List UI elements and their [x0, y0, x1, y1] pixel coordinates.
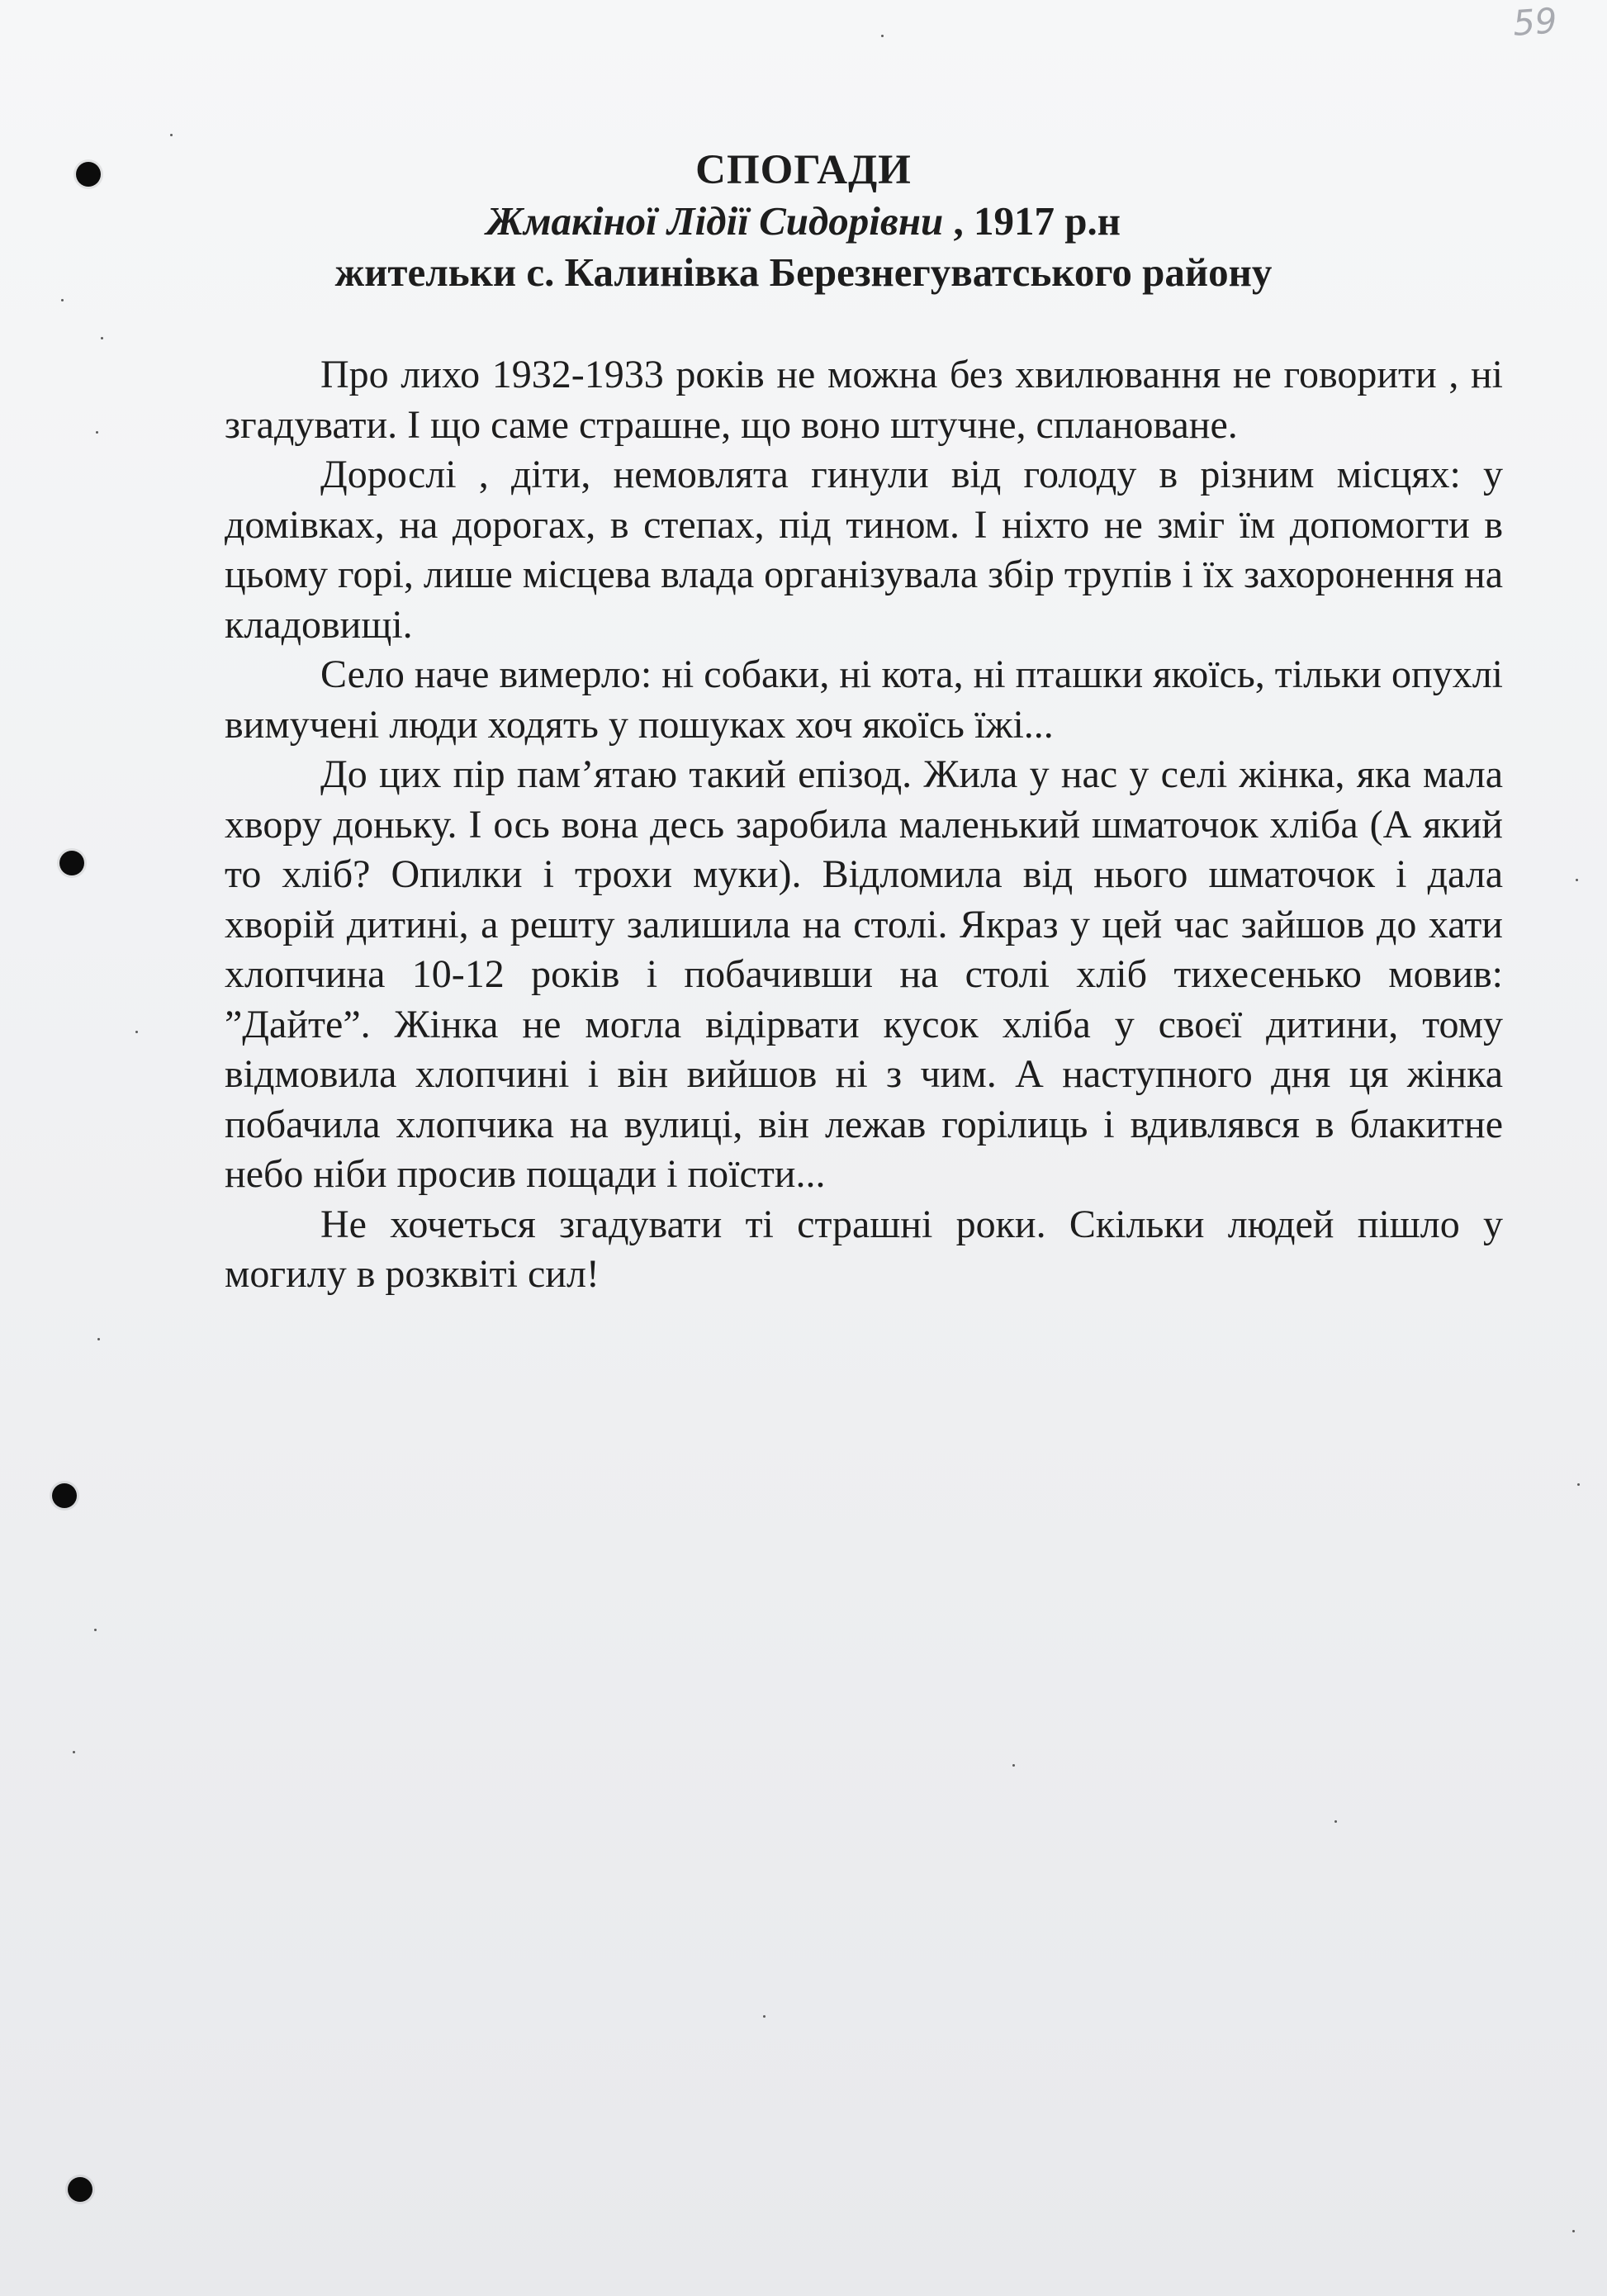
paper-speck	[61, 299, 64, 301]
memoir-text	[225, 350, 1503, 1300]
paper-speck	[1572, 2230, 1575, 2232]
paper-speck	[94, 1629, 97, 1631]
page-number: 59	[1511, 0, 1559, 44]
paper-speck	[1577, 1483, 1580, 1486]
paper-speck	[1576, 879, 1578, 881]
author-birth-year: , 1917 р.н	[943, 198, 1121, 244]
punch-hole	[59, 851, 84, 875]
paper-speck	[97, 1338, 100, 1340]
paragraph: Про лихо 1932-1933 років не можна без хвилювання не говорити , ні згадувати. І що саме страшне, що воно штучне, сплановане.	[225, 353, 1503, 447]
paper-speck	[170, 134, 173, 136]
punch-hole	[68, 2177, 92, 2202]
paragraph: До цих пір пам’ятаю такий епізод. Жила у нас у селі жінка, яка мала хвору доньку. І ось вона десь заробила маленький шматочок хліба (А який то хліб? Опилки і трохи муки). Відломила від нього шматочок і дала хворій дитині, а решту залишила на столі. Якраз у цей час зайшов до хати хлопчина 10-12 років і побачивши на столі хліб тихесенько мовив: ”Дайте”. Жінка не могла відірвати кусок хліба у своєї дитини, тому відмовила хлопчині і він вийшов ні з чим. А наступного дня ця жінка побачила хлопчика на вулиці, він лежав горілиць і вдивлявся в блакитне небо ніби просив пощади і поїсти...	[225, 752, 1503, 1196]
paper-speck	[135, 1031, 138, 1033]
punch-hole	[52, 1483, 77, 1508]
document-title: СПОГАДИ	[695, 147, 912, 193]
paper-speck	[96, 431, 98, 434]
document-heading	[0, 145, 1607, 298]
paper-speck	[763, 2015, 766, 2018]
paper-speck	[1334, 1820, 1337, 1823]
paper-speck	[1012, 1764, 1015, 1767]
paper-speck	[101, 337, 103, 339]
paragraph: Село наче вимерло: ні собаки, ні кота, ні пташки якоїсь, тільки опухлі вимучені люди ходять у пошуках хоч якоїсь їжі...	[225, 652, 1503, 747]
paper-speck	[73, 1751, 75, 1753]
paragraph: Дорослі , діти, немовлята гинули від голоду в різним місцях: у домівках, на дорогах, в степах, під тином. І ніхто не зміг їм допомогти в цьому горі, лише місцева влада організувала збір трупів і їх захоронення на кладовищі.	[225, 453, 1503, 647]
author-name: Жмакіної Лідії Сидорівни	[486, 198, 944, 244]
author-line	[0, 196, 1607, 247]
author-residence: жительки с. Калинівка Березнегуватського району	[334, 249, 1273, 295]
paper-speck	[881, 35, 884, 37]
paragraph: Не хочеться згадувати ті страшні роки. Скільки людей пішло у могилу в розквіті сил!	[225, 1202, 1503, 1296]
